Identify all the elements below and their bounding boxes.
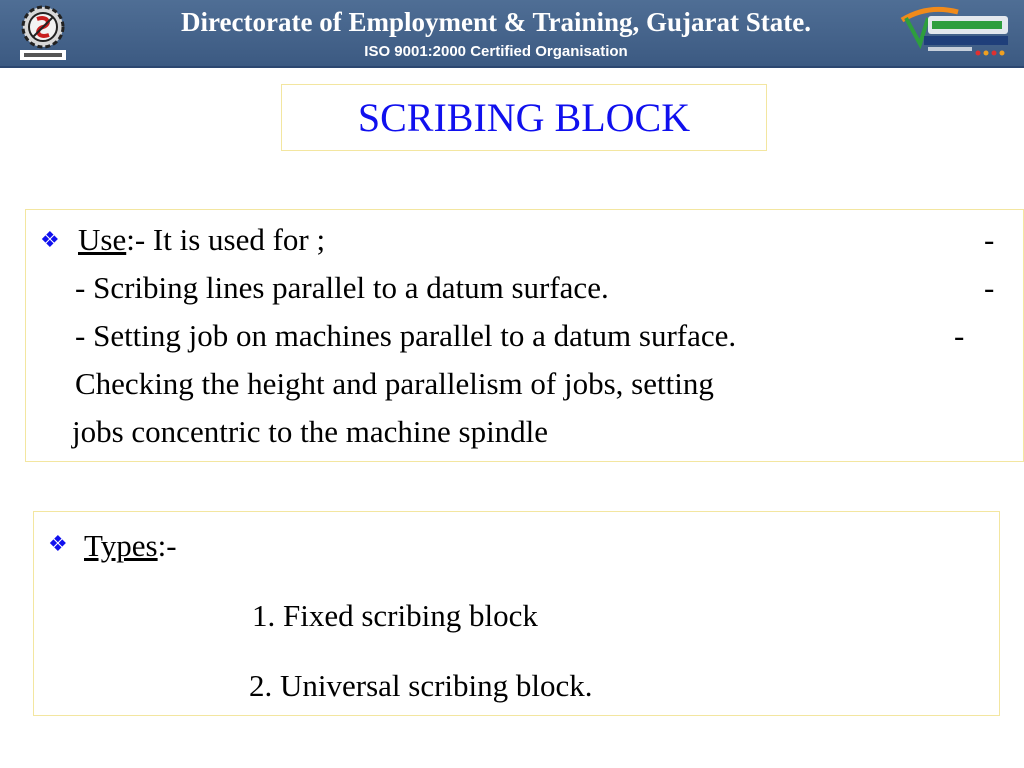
use-line-3: - Setting job on machines parallel to a datum surface. (75, 318, 737, 353)
slide-title: SCRIBING BLOCK (357, 95, 691, 140)
use-line-3-dash: - (954, 318, 965, 353)
types-section (33, 511, 1000, 716)
gear-emblem-icon (16, 2, 72, 62)
header-band (0, 0, 1024, 68)
use-line-1 (78, 222, 325, 258)
use-line-1-text: :- It is used for ; (126, 222, 326, 257)
use-line-4: Checking the height and parallelism of jobs, setting (75, 366, 714, 401)
bullet-diamond-icon: ❖ (48, 532, 68, 557)
types-item-2: 2. Universal scribing block. (249, 668, 593, 703)
vibrant-gujarat-logo (898, 4, 1012, 60)
types-heading-line (84, 528, 177, 564)
header-subtitle: ISO 9001:2000 Certified Organisation (364, 43, 628, 60)
types-item-1: 1. Fixed scribing block (252, 598, 538, 633)
title-box (281, 84, 767, 151)
use-line-2-dash: - (984, 270, 995, 305)
use-line-5: jobs concentric to the machine spindle (72, 414, 549, 449)
use-section (25, 209, 1024, 462)
use-line-1-dash: - (984, 222, 995, 257)
types-heading: Types (84, 528, 158, 563)
header-title: Directorate of Employment & Training, Gujarat State. (181, 7, 811, 37)
use-line-2: - Scribing lines parallel to a datum surface. (75, 270, 609, 305)
bullet-diamond-icon: ❖ (40, 228, 60, 253)
use-heading: Use (78, 222, 127, 257)
types-suffix: :- (157, 528, 177, 563)
